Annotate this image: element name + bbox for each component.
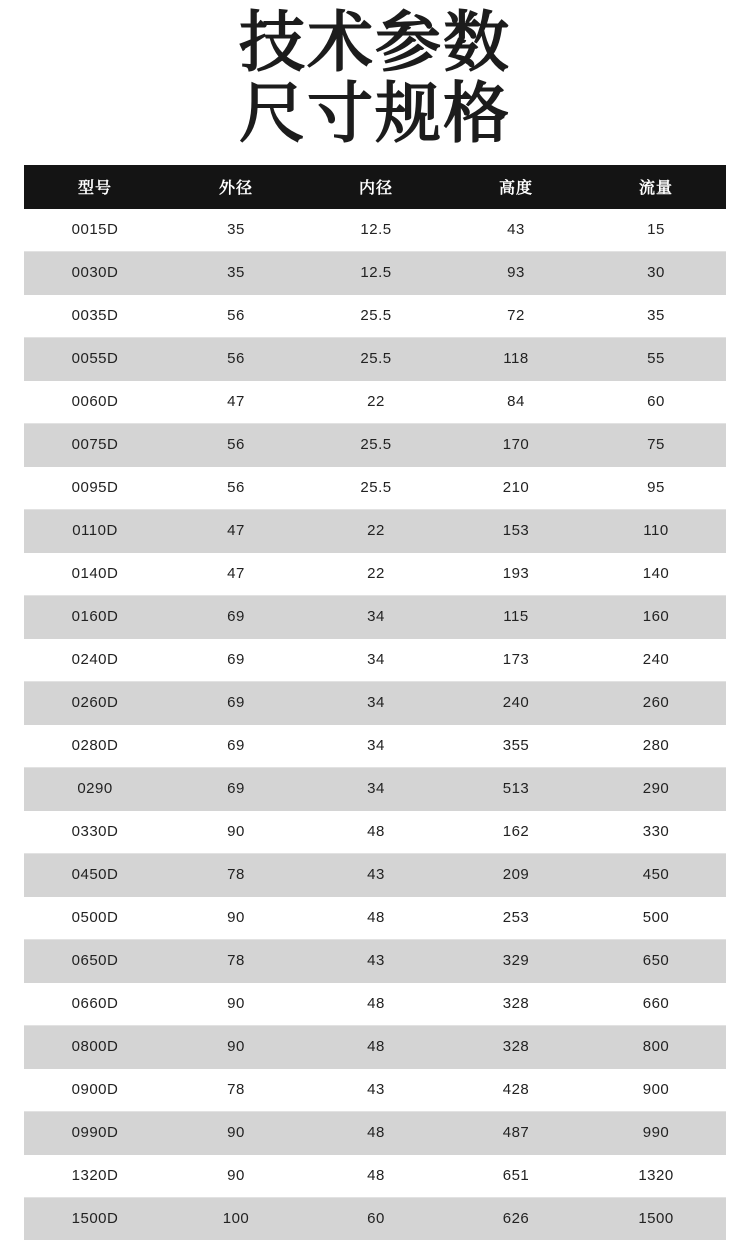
cell-height: 173: [446, 638, 586, 681]
table-row: [24, 853, 726, 896]
cell-flow: 75: [586, 423, 726, 466]
table-header-row: [24, 165, 726, 209]
cell-outer-diameter: 56: [166, 337, 306, 380]
cell-model: 0035D: [24, 294, 166, 337]
cell-outer-diameter: 90: [166, 982, 306, 1025]
cell-inner-diameter: 43: [306, 939, 446, 982]
cell-model: 0900D: [24, 1068, 166, 1111]
table-row: [24, 1154, 726, 1197]
cell-inner-diameter: 60: [306, 1197, 446, 1240]
cell-outer-diameter: 69: [166, 595, 306, 638]
cell-outer-diameter: 69: [166, 724, 306, 767]
table-row: [24, 810, 726, 853]
cell-flow: 55: [586, 337, 726, 380]
cell-model: 0095D: [24, 466, 166, 509]
cell-height: 115: [446, 595, 586, 638]
cell-inner-diameter: 48: [306, 896, 446, 939]
cell-outer-diameter: 90: [166, 1111, 306, 1154]
cell-inner-diameter: 34: [306, 767, 446, 810]
cell-model: 0450D: [24, 853, 166, 896]
cell-outer-diameter: 90: [166, 1025, 306, 1068]
table-row: [24, 595, 726, 638]
table-row: [24, 1197, 726, 1240]
cell-outer-diameter: 69: [166, 638, 306, 681]
cell-height: 513: [446, 767, 586, 810]
table-row: [24, 209, 726, 252]
cell-outer-diameter: 69: [166, 681, 306, 724]
table-header: [24, 165, 726, 209]
column-header-height: 高度: [446, 165, 586, 209]
cell-flow: 95: [586, 466, 726, 509]
table-row: [24, 380, 726, 423]
cell-model: 0260D: [24, 681, 166, 724]
cell-flow: 800: [586, 1025, 726, 1068]
cell-outer-diameter: 90: [166, 810, 306, 853]
cell-height: 487: [446, 1111, 586, 1154]
cell-flow: 140: [586, 552, 726, 595]
cell-flow: 330: [586, 810, 726, 853]
cell-inner-diameter: 25.5: [306, 423, 446, 466]
table-body: [24, 209, 726, 1240]
spec-table: [24, 165, 726, 1240]
cell-inner-diameter: 34: [306, 724, 446, 767]
cell-model: 0280D: [24, 724, 166, 767]
cell-flow: 160: [586, 595, 726, 638]
cell-height: 93: [446, 251, 586, 294]
cell-height: 43: [446, 209, 586, 252]
cell-model: 0110D: [24, 509, 166, 552]
cell-flow: 500: [586, 896, 726, 939]
cell-height: 72: [446, 294, 586, 337]
page-title-line-2: 尺寸规格: [239, 75, 511, 153]
cell-outer-diameter: 56: [166, 294, 306, 337]
cell-model: 0015D: [24, 209, 166, 252]
cell-model: 0240D: [24, 638, 166, 681]
cell-inner-diameter: 22: [306, 380, 446, 423]
cell-flow: 450: [586, 853, 726, 896]
column-header-inner-diameter: 内径: [306, 165, 446, 209]
cell-flow: 900: [586, 1068, 726, 1111]
cell-flow: 280: [586, 724, 726, 767]
cell-outer-diameter: 47: [166, 509, 306, 552]
cell-height: 84: [446, 380, 586, 423]
cell-inner-diameter: 48: [306, 810, 446, 853]
cell-height: 328: [446, 1025, 586, 1068]
table-row: [24, 724, 726, 767]
cell-inner-diameter: 25.5: [306, 337, 446, 380]
cell-flow: 990: [586, 1111, 726, 1154]
table-row: [24, 1068, 726, 1111]
cell-outer-diameter: 56: [166, 466, 306, 509]
table-row: [24, 294, 726, 337]
cell-flow: 110: [586, 509, 726, 552]
table-row: [24, 896, 726, 939]
cell-inner-diameter: 48: [306, 1111, 446, 1154]
cell-inner-diameter: 48: [306, 1025, 446, 1068]
cell-height: 328: [446, 982, 586, 1025]
cell-outer-diameter: 35: [166, 251, 306, 294]
cell-inner-diameter: 22: [306, 509, 446, 552]
cell-inner-diameter: 48: [306, 982, 446, 1025]
cell-model: 0800D: [24, 1025, 166, 1068]
cell-height: 355: [446, 724, 586, 767]
cell-height: 193: [446, 552, 586, 595]
table-row: [24, 638, 726, 681]
cell-model: 0140D: [24, 552, 166, 595]
cell-height: 170: [446, 423, 586, 466]
table-row: [24, 982, 726, 1025]
table-row: [24, 1111, 726, 1154]
cell-outer-diameter: 35: [166, 209, 306, 252]
table-row: [24, 1025, 726, 1068]
cell-height: 428: [446, 1068, 586, 1111]
cell-model: 0055D: [24, 337, 166, 380]
cell-model: 0660D: [24, 982, 166, 1025]
cell-inner-diameter: 12.5: [306, 251, 446, 294]
cell-height: 651: [446, 1154, 586, 1197]
cell-height: 329: [446, 939, 586, 982]
cell-inner-diameter: 22: [306, 552, 446, 595]
cell-model: 0075D: [24, 423, 166, 466]
column-header-model: 型号: [24, 165, 166, 209]
cell-inner-diameter: 43: [306, 853, 446, 896]
cell-outer-diameter: 90: [166, 896, 306, 939]
cell-flow: 60: [586, 380, 726, 423]
cell-model: 0290: [24, 767, 166, 810]
cell-height: 210: [446, 466, 586, 509]
table-row: [24, 552, 726, 595]
cell-height: 209: [446, 853, 586, 896]
table-row: [24, 939, 726, 982]
table-row: [24, 509, 726, 552]
column-header-flow: 流量: [586, 165, 726, 209]
cell-inner-diameter: 34: [306, 638, 446, 681]
table-row: [24, 681, 726, 724]
cell-flow: 1320: [586, 1154, 726, 1197]
cell-inner-diameter: 34: [306, 681, 446, 724]
cell-outer-diameter: 78: [166, 939, 306, 982]
cell-flow: 660: [586, 982, 726, 1025]
cell-flow: 260: [586, 681, 726, 724]
cell-flow: 15: [586, 209, 726, 252]
table-row: [24, 767, 726, 810]
cell-inner-diameter: 34: [306, 595, 446, 638]
cell-flow: 35: [586, 294, 726, 337]
cell-outer-diameter: 100: [166, 1197, 306, 1240]
cell-model: 0500D: [24, 896, 166, 939]
cell-height: 240: [446, 681, 586, 724]
table-row: [24, 423, 726, 466]
cell-inner-diameter: 25.5: [306, 466, 446, 509]
cell-inner-diameter: 48: [306, 1154, 446, 1197]
cell-model: 0330D: [24, 810, 166, 853]
cell-flow: 290: [586, 767, 726, 810]
table-row: [24, 466, 726, 509]
page-title-line-1: 技术参数: [239, 4, 511, 81]
cell-inner-diameter: 25.5: [306, 294, 446, 337]
cell-flow: 1500: [586, 1197, 726, 1240]
cell-model: 1320D: [24, 1154, 166, 1197]
cell-model: 0650D: [24, 939, 166, 982]
cell-outer-diameter: 47: [166, 380, 306, 423]
cell-inner-diameter: 12.5: [306, 209, 446, 252]
cell-inner-diameter: 43: [306, 1068, 446, 1111]
cell-outer-diameter: 47: [166, 552, 306, 595]
cell-model: 0030D: [24, 251, 166, 294]
cell-flow: 240: [586, 638, 726, 681]
cell-model: 0060D: [24, 380, 166, 423]
cell-height: 253: [446, 896, 586, 939]
spec-table-container: [24, 165, 726, 1240]
cell-outer-diameter: 69: [166, 767, 306, 810]
cell-height: 153: [446, 509, 586, 552]
cell-model: 0160D: [24, 595, 166, 638]
cell-model: 0990D: [24, 1111, 166, 1154]
page-title: [0, 0, 750, 153]
table-row: [24, 251, 726, 294]
table-row: [24, 337, 726, 380]
cell-height: 118: [446, 337, 586, 380]
cell-outer-diameter: 90: [166, 1154, 306, 1197]
cell-height: 162: [446, 810, 586, 853]
cell-outer-diameter: 78: [166, 853, 306, 896]
cell-model: 1500D: [24, 1197, 166, 1240]
cell-outer-diameter: 56: [166, 423, 306, 466]
cell-flow: 650: [586, 939, 726, 982]
column-header-outer-diameter: 外径: [166, 165, 306, 209]
cell-height: 626: [446, 1197, 586, 1240]
cell-outer-diameter: 78: [166, 1068, 306, 1111]
cell-flow: 30: [586, 251, 726, 294]
